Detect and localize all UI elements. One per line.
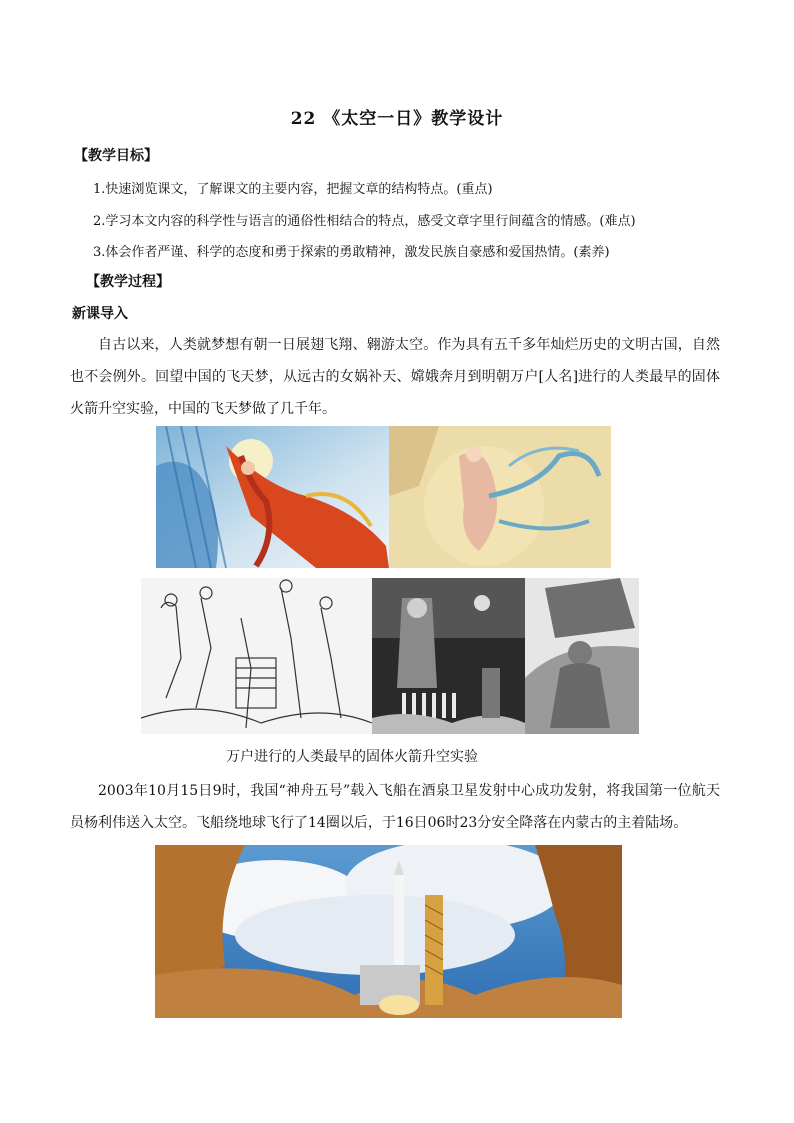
change-flying-to-moon-painting xyxy=(389,426,611,568)
subsection-heading-intro: 新课导入 xyxy=(72,306,128,322)
section-heading-process: 【教学过程】 xyxy=(86,274,170,290)
shenzhou5-paragraph: 2003年10月15日9时，我国“神舟五号”载入飞船在酒泉卫星发射中心成功发射，将我国第一位航天员杨利伟送入太空。飞船绕地球飞行了14圈以后，于16日06时23分安全降落在内蒙古的主着陆场。 xyxy=(70,783,720,831)
objective-3: 3.体会作者严谨、科学的态度和勇于探索的勇敢精神，激发民族自豪感和爱国热情。(素养) xyxy=(93,245,610,260)
intro-paragraph: 自古以来，人类就梦想有朝一日展翅飞翔、翱游太空。作为具有五千多年灿烂历史的文明古国，自然也不会例外。回望中国的飞天梦，从远古的女娲补天、嫦娥奔月到明朝万户[人名]进行的人类最早的固体火箭升空实验，中国的飞天梦做了几千年。 xyxy=(70,337,720,417)
image-caption: 万户进行的人类最早的固体火箭升空实验 xyxy=(226,749,478,765)
wanhu-statue-photo xyxy=(525,578,639,734)
objective-2: 2.学习本文内容的科学性与语言的通俗性相结合的特点，感受文章字里行间蕴含的情感。(难点) xyxy=(93,214,636,229)
wanhu-rocket-sketch xyxy=(141,578,372,734)
shenzhou5-launch-photo xyxy=(155,845,622,1018)
wanhu-chair-illustration xyxy=(372,578,525,734)
nuwa-illustration xyxy=(156,426,389,568)
section-heading-goals: 【教学目标】 xyxy=(74,148,158,164)
objective-1: 1.快速浏览课文，了解课文的主要内容，把握文章的结构特点。(重点) xyxy=(93,182,493,197)
document-title: 22 《太空一日》教学设计 xyxy=(290,109,504,129)
